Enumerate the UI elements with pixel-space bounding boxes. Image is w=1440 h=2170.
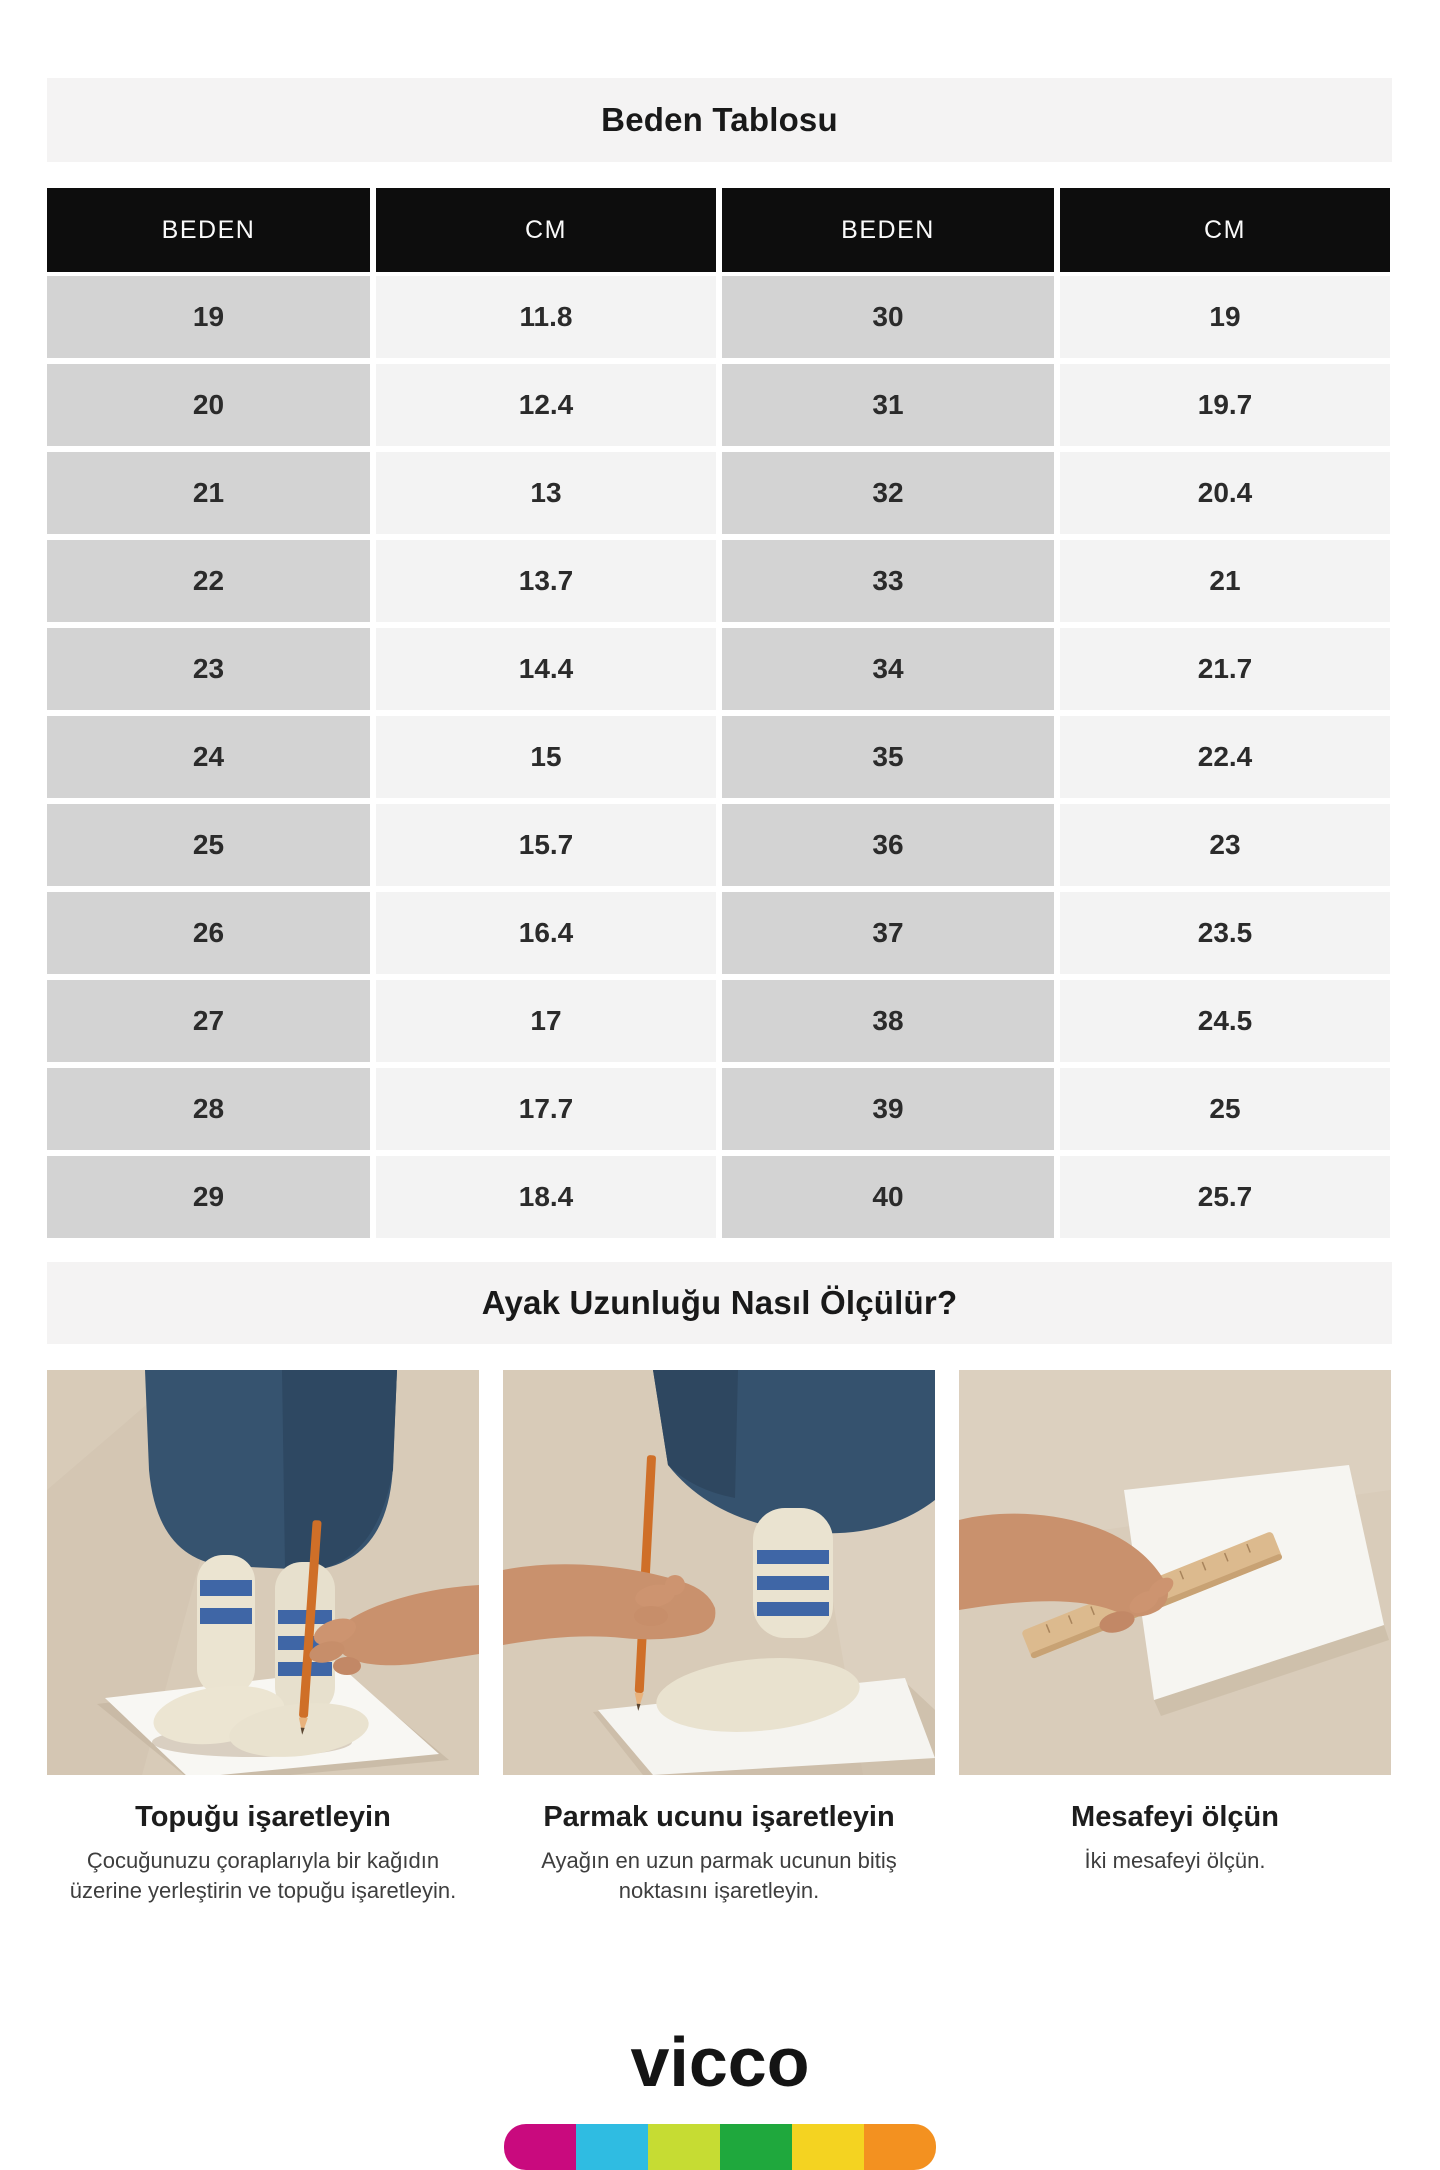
cm-cell: 23.5 [1060, 892, 1390, 974]
cm-cell: 11.8 [376, 276, 716, 358]
size-cell: 23 [47, 628, 370, 710]
step-description: İki mesafeyi ölçün. [1084, 1848, 1266, 1873]
rainbow-segment [648, 2124, 720, 2170]
mark-heel-photo [47, 1370, 479, 1775]
brand-footer [0, 2022, 1440, 2102]
size-cell: 36 [722, 804, 1054, 886]
size-table [47, 188, 1390, 1238]
rainbow-segment [576, 2124, 648, 2170]
cm-cell: 13 [376, 452, 716, 534]
mark-toe-photo [503, 1370, 935, 1775]
size-cell: 25 [47, 804, 370, 886]
size-table-header-cell: CM [1060, 188, 1390, 272]
cm-cell: 17 [376, 980, 716, 1062]
size-cell: 21 [47, 452, 370, 534]
step-measure-distance [959, 1370, 1391, 1907]
cm-cell: 22.4 [1060, 716, 1390, 798]
cm-cell: 12.4 [376, 364, 716, 446]
cm-cell: 18.4 [376, 1156, 716, 1238]
cm-cell: 21.7 [1060, 628, 1390, 710]
cm-cell: 16.4 [376, 892, 716, 974]
step-mark-toe [503, 1370, 935, 1907]
measure-section-title: Ayak Uzunluğu Nasıl Ölçülür? [481, 1284, 958, 1321]
measure-steps [47, 1370, 1392, 1907]
step-caption [47, 1801, 479, 1907]
rainbow-segment [864, 2124, 936, 2170]
size-cell: 27 [47, 980, 370, 1062]
step-description: Ayağın en uzun parmak ucunun bitiş noktasını işaretleyin. [541, 1848, 897, 1904]
size-table-header-cell: CM [376, 188, 716, 272]
page-title: Beden Tablosu [601, 101, 838, 138]
cm-cell: 17.7 [376, 1068, 716, 1150]
cm-cell: 15.7 [376, 804, 716, 886]
size-cell: 24 [47, 716, 370, 798]
step-caption [503, 1801, 935, 1907]
size-cell: 26 [47, 892, 370, 974]
step-description: Çocuğunuzu çoraplarıyla bir kağıdın üzerine yerleştirin ve topuğu işaretleyin. [69, 1848, 457, 1904]
size-cell: 39 [722, 1068, 1054, 1150]
size-table-header-cell: BEDEN [47, 188, 370, 272]
cm-cell: 23 [1060, 804, 1390, 886]
size-cell: 20 [47, 364, 370, 446]
cm-cell: 20.4 [1060, 452, 1390, 534]
cm-cell: 14.4 [376, 628, 716, 710]
step-mark-heel [47, 1370, 479, 1907]
size-cell: 28 [47, 1068, 370, 1150]
step-title: Topuğu işaretleyin [135, 1801, 391, 1833]
size-cell: 38 [722, 980, 1054, 1062]
rainbow-segment [720, 2124, 792, 2170]
measure-distance-photo [959, 1370, 1391, 1775]
size-cell: 29 [47, 1156, 370, 1238]
size-cell: 31 [722, 364, 1054, 446]
rainbow-segment [504, 2124, 576, 2170]
size-cell: 32 [722, 452, 1054, 534]
size-cell: 37 [722, 892, 1054, 974]
size-cell: 30 [722, 276, 1054, 358]
brand-rainbow-bar [504, 2124, 936, 2170]
size-table-header-cell: BEDEN [722, 188, 1054, 272]
measure-section-title-band [47, 1262, 1392, 1344]
size-cell: 22 [47, 540, 370, 622]
cm-cell: 19 [1060, 276, 1390, 358]
cm-cell: 13.7 [376, 540, 716, 622]
cm-cell: 24.5 [1060, 980, 1390, 1062]
cm-cell: 19.7 [1060, 364, 1390, 446]
size-cell: 19 [47, 276, 370, 358]
step-title: Parmak ucunu işaretleyin [543, 1801, 895, 1833]
step-title: Mesafeyi ölçün [1071, 1801, 1279, 1833]
rainbow-segment [792, 2124, 864, 2170]
cm-cell: 25 [1060, 1068, 1390, 1150]
size-cell: 35 [722, 716, 1054, 798]
cm-cell: 15 [376, 716, 716, 798]
size-cell: 34 [722, 628, 1054, 710]
size-table-title-band [47, 78, 1392, 162]
size-cell: 33 [722, 540, 1054, 622]
size-cell: 40 [722, 1156, 1054, 1238]
cm-cell: 25.7 [1060, 1156, 1390, 1238]
cm-cell: 21 [1060, 540, 1390, 622]
brand-wordmark: vicco [630, 2023, 810, 2101]
step-caption [1059, 1801, 1291, 1876]
